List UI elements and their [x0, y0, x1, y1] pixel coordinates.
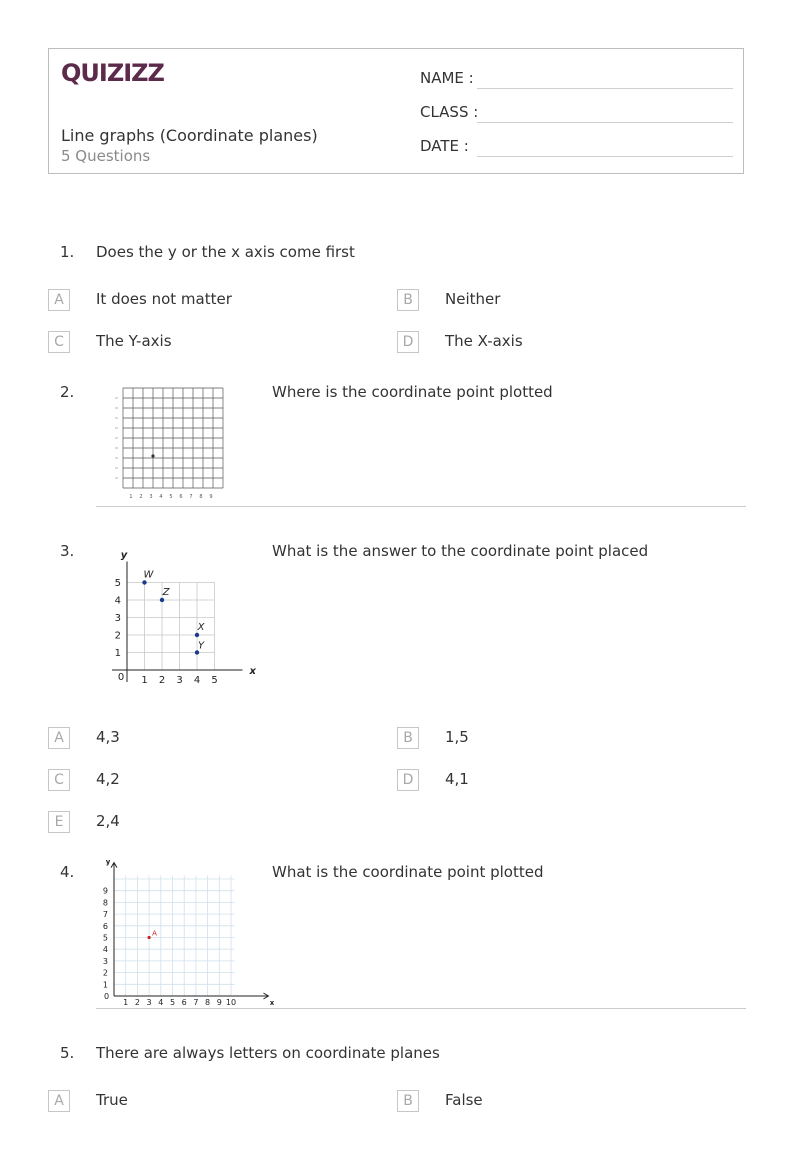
origin-label: 0 [117, 672, 125, 683]
q4-coordinate-plane [94, 857, 275, 1010]
x-tick-label: 9 [209, 494, 213, 500]
option-text: 4,2 [96, 770, 120, 788]
option-letter: A [48, 1090, 70, 1112]
worksheet-subtitle: 5 Questions [61, 147, 151, 165]
point-label: W [143, 569, 154, 581]
y-tick-label: 3 [114, 613, 121, 624]
y-tick-label: 1 [114, 648, 121, 659]
x-tick-label: 4 [158, 998, 164, 1007]
option-letter: E [48, 811, 70, 833]
x-tick-label: 3 [146, 998, 152, 1007]
y-tick-label: 2 [114, 630, 121, 642]
question-text: What is the answer to the coordinate point placed [272, 542, 649, 560]
question-number: 4. [60, 863, 75, 881]
option-text: The X-axis [445, 332, 523, 350]
x-tick-label: 4 [193, 675, 201, 686]
option-text: 1,5 [445, 728, 469, 746]
y-tick-label: 9 [102, 886, 108, 896]
option-text: 4,1 [445, 770, 469, 788]
y-tick-label: 6 [102, 921, 108, 931]
option-text: 2,4 [96, 812, 120, 830]
option-letter: B [397, 727, 419, 749]
x-tick-label: 7 [189, 494, 193, 500]
question-number: 5. [60, 1044, 75, 1062]
plotted-point [148, 936, 151, 939]
date-field[interactable] [420, 137, 469, 155]
option-text: The Y-axis [96, 332, 172, 350]
plotted-point [151, 454, 154, 457]
x-tick-label: 5 [169, 494, 173, 500]
x-tick-label: 6 [181, 998, 187, 1007]
x-tick-label: 1 [123, 998, 129, 1007]
point-label: A [152, 929, 157, 938]
option-letter: C [48, 331, 70, 353]
point-label: Z [162, 587, 170, 598]
y-axis-label: y [120, 550, 128, 561]
name-label: NAME : [420, 69, 474, 87]
x-axis-label: x [269, 999, 275, 1007]
question-text: There are always letters on coordinate planes [96, 1044, 440, 1062]
y-tick-label: 4 [102, 945, 108, 955]
x-tick-label: 2 [139, 494, 143, 500]
option-letter: C [48, 769, 70, 791]
q3-coordinate-plane [108, 550, 256, 686]
q2-coordinate-grid [110, 384, 232, 502]
option-letter: B [397, 1090, 419, 1112]
name-field[interactable] [420, 69, 474, 87]
name-line[interactable] [477, 88, 733, 89]
x-tick-label: 5 [169, 998, 176, 1007]
worksheet-header [48, 48, 744, 174]
x-tick-label: 3 [176, 675, 183, 686]
question-text: Where is the coordinate point plotted [272, 383, 553, 401]
x-tick-label: 4 [159, 494, 163, 500]
plotted-point [142, 580, 146, 584]
y-tick-label: 4 [114, 595, 121, 607]
question-divider [96, 1008, 746, 1009]
class-label: CLASS : [420, 103, 479, 121]
y-tick-label: 8 [102, 898, 108, 908]
x-tick-label: 8 [205, 998, 211, 1007]
point-label: Y [197, 640, 205, 652]
question-number: 1. [60, 243, 75, 261]
question-number: 2. [60, 383, 75, 401]
question-divider [96, 506, 746, 507]
x-tick-label: 2 [134, 998, 140, 1007]
x-axis-label: x [249, 666, 256, 677]
y-tick-label: 7 [102, 910, 108, 920]
option-letter: A [48, 727, 70, 749]
option-text: True [96, 1091, 128, 1109]
x-tick-label: 9 [216, 998, 222, 1007]
x-tick-label: 1 [129, 494, 133, 500]
y-tick-label: 5 [114, 578, 121, 589]
question-number: 3. [60, 542, 75, 560]
option-text: False [445, 1091, 483, 1109]
plotted-point [160, 598, 164, 602]
x-tick-label: 7 [193, 998, 199, 1007]
option-text: 4,3 [96, 728, 120, 746]
logo-text: QUIZIZZ [61, 59, 164, 87]
y-tick-label: 1 [102, 980, 108, 990]
date-label: DATE : [420, 137, 469, 155]
x-tick-label: 3 [149, 494, 153, 500]
class-line[interactable] [477, 122, 733, 123]
option-text: Neither [445, 290, 501, 308]
point-label: X [197, 622, 205, 633]
origin-label: 0 [104, 992, 110, 1001]
x-tick-label: 10 [225, 998, 237, 1007]
date-line[interactable] [477, 156, 733, 157]
x-tick-label: 5 [211, 675, 218, 686]
x-tick-label: 2 [158, 675, 166, 686]
x-tick-label: 1 [141, 675, 148, 686]
plotted-point [195, 633, 199, 637]
option-letter: A [48, 289, 70, 311]
class-field[interactable] [420, 103, 478, 121]
x-tick-label: 8 [199, 494, 203, 500]
question-text: Does the y or the x axis come first [96, 243, 355, 261]
worksheet-title: Line graphs (Coordinate planes) [61, 126, 318, 145]
option-letter: D [397, 331, 419, 353]
option-text: It does not matter [96, 290, 232, 308]
quizizz-logo [61, 57, 164, 87]
question-text: What is the coordinate point plotted [272, 863, 544, 881]
option-letter: D [397, 769, 419, 791]
y-tick-label: 2 [102, 968, 108, 978]
x-tick-label: 6 [179, 494, 183, 500]
y-axis-label: y [105, 857, 111, 866]
option-letter: B [397, 289, 419, 311]
y-tick-label: 5 [102, 933, 108, 943]
y-tick-label: 3 [102, 956, 108, 966]
